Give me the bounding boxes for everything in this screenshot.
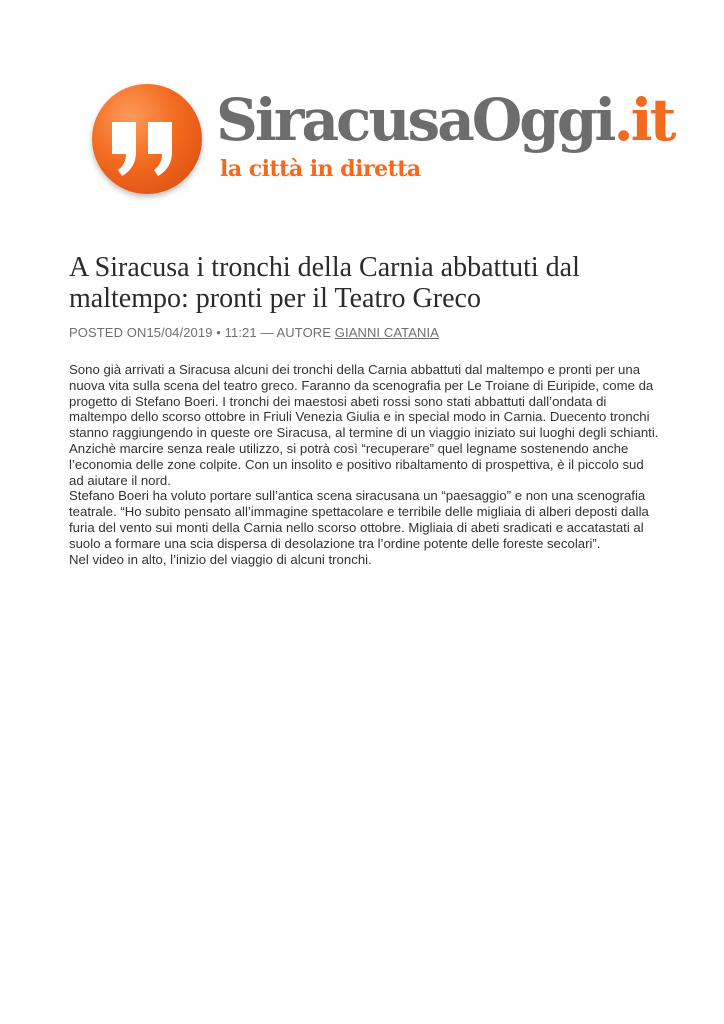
article-paragraph: Stefano Boeri ha voluto portare sull’antica scena siracusana un “paesaggio” e non una scenografia teatrale. “Ho subito pensato all’immagine spettacolare e terribile delle migliaia di alberi deposti dalla furia del vento sui monti della Carnia nello scorso ottobre. Migliaia di abeti sradicati e accatastati al suolo a formare una scia dispersa di desolazione tra l’ordine potente delle foreste secolari”. (69, 488, 649, 551)
site-name-tld: .it (613, 86, 674, 154)
post-date: 15/04/2019 (146, 325, 213, 340)
quote-marks-icon (92, 84, 202, 194)
site-logo[interactable] (92, 84, 674, 204)
author-label: — AUTORE (256, 325, 335, 340)
article-paragraph: Sono già arrivati a Siracusa alcuni dei tronchi della Carnia abbattuti dal maltempo e pronti per una nuova vita sulla scena del teatro greco. Faranno da scenografia per Le Troiane di Euripide, come da progetto di Stefano Boeri. I tronchi dei maestosi abeti rossi sono stati abbattuti dall’ondata di maltempo dello scorso ottobre in Friuli Venezia Giulia e in special modo in Carnia. Duecento tronchi stanno raggiungendo in queste ore Siracusa, al termine di un viaggio iniziato sui luoghi degli schianti. Anzichè marcire senza reale utilizzo, si potrà così “recuperare” quel legname sostenendo anche l’economia delle zone colpite. Con un insolito e positivo ribaltamento di prospettiva, è il piccolo sud ad aiutare il nord. (69, 362, 659, 488)
article-body (69, 362, 659, 567)
site-tagline: la città in diretta (220, 156, 421, 182)
site-name (216, 88, 673, 152)
site-name-main: SiracusaOggi (216, 86, 614, 154)
meta-separator: • (212, 325, 225, 340)
post-time: 11:21 (224, 325, 257, 340)
article-paragraph: Nel video in alto, l’inizio del viaggio di alcuni tronchi. (69, 551, 372, 567)
article-title: A Siracusa i tronchi della Carnia abbattuti dal maltempo: pronti per il Teatro Greco (69, 252, 580, 314)
author-link[interactable]: GIANNI CATANIA (334, 325, 439, 340)
posted-label: POSTED ON (69, 325, 147, 340)
article-meta (69, 325, 439, 340)
